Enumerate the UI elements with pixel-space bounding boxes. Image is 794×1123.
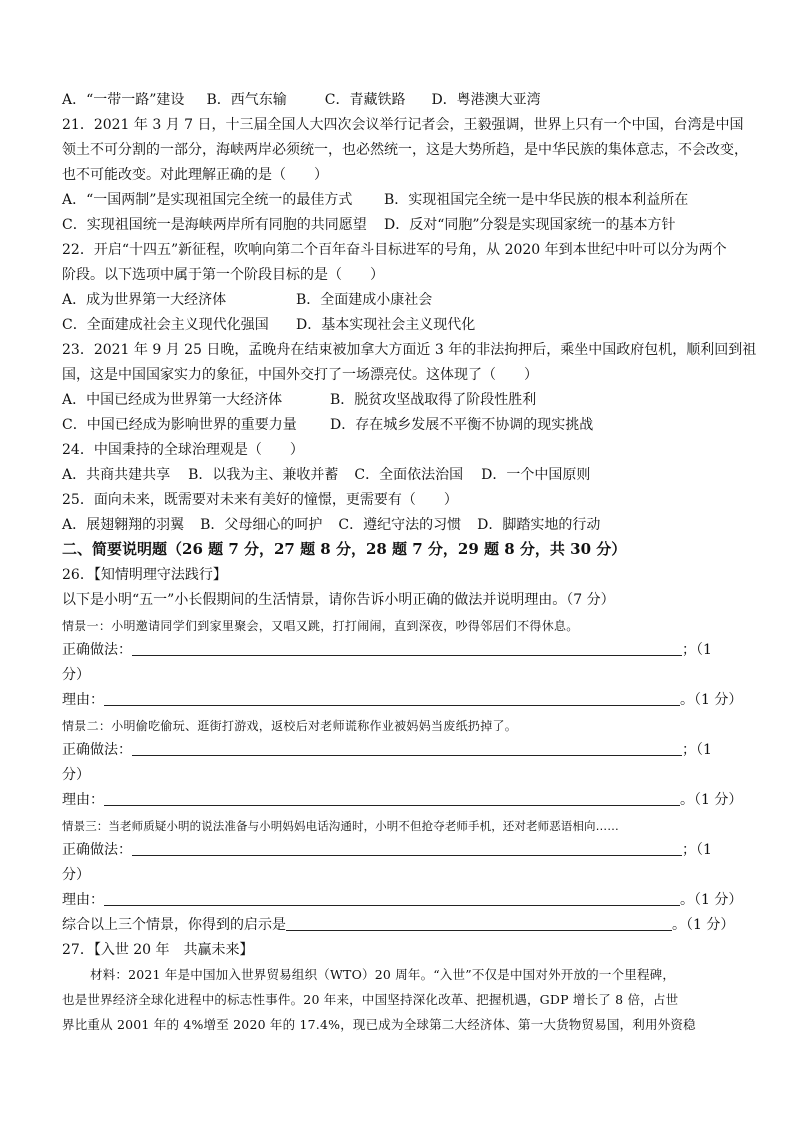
q26-title: 26．【知情明理守法践行】 xyxy=(62,567,227,583)
q22-options-row2 xyxy=(62,316,475,334)
q20-option-a[interactable]: A．“一带一路”建设 xyxy=(62,92,185,108)
q26-scenario-3: 情景三：当老师质疑小明的说法准备与小明妈妈电话沟通时，小明不但抢夺老师手机，还对老师恶语相向…… xyxy=(62,819,619,833)
q24-option-a[interactable]: A．共商共建共享 xyxy=(62,467,171,483)
s2-reason-answer-blank[interactable] xyxy=(104,791,680,806)
q21-option-b[interactable]: B．实现祖国完全统一是中华民族的根本利益所在 xyxy=(384,192,689,208)
s2-correct-answer-blank[interactable] xyxy=(132,741,682,756)
q27-material-line1: 材料：2021 年是中国加入世界贸易组织（WTO）20 周年。“入世”不仅是中国对外开放的一个里程碑， xyxy=(90,967,676,982)
q21-stem-line3: 也不可能改变。对此理解正确的是（ ） xyxy=(62,167,328,183)
q23-option-c[interactable]: C．中国已经成为影响世界的重要力量 xyxy=(62,417,297,433)
q24-option-d[interactable]: D．一个中国原则 xyxy=(481,467,591,483)
q26-s1-correct-row xyxy=(62,641,712,659)
correct-practice-label: 正确做法： xyxy=(62,842,132,858)
q23-option-a[interactable]: A．中国已经成为世界第一大经济体 xyxy=(62,392,283,408)
q23-stem-line1: 23．2021 年 9 月 25 日晚，孟晚舟在结束被加拿大方面近 3 年的非法拘押后，乘坐中国政府包机，顺利回到祖 xyxy=(62,342,757,358)
q25-option-c[interactable]: C．遵纪守法的习惯 xyxy=(338,517,462,533)
q26-intro: 以下是小明“五一”小长假期间的生活情景，请你告诉小明正确的做法并说明理由。（7 分） xyxy=(62,592,615,608)
q24-stem: 24．中国秉持的全球治理观是（ ） xyxy=(62,442,304,458)
summary-answer-blank[interactable] xyxy=(286,916,672,931)
q25-option-d[interactable]: D．脚踏实地的行动 xyxy=(477,517,601,533)
q20-options xyxy=(62,91,541,109)
s1-reason-answer-blank[interactable] xyxy=(104,691,680,706)
s1-correct-answer-blank[interactable] xyxy=(132,641,682,656)
q26-s2-correct-row xyxy=(62,741,712,759)
q23-options-row2 xyxy=(62,416,593,434)
q21-options-row1 xyxy=(62,191,688,209)
q22-stem-line1: 22．开启“十四五”新征程，吹响向第二个百年奋斗目标进军的号角，从 2020 年到本世纪中叶可以分为两个 xyxy=(62,242,727,258)
score-note: ；（1 xyxy=(682,642,712,658)
summary-prompt: 综合以上三个情景，你得到的启示是 xyxy=(62,917,286,933)
q25-stem: 25．面向未来，既需要对未来有美好的憧憬，更需要有（ ） xyxy=(62,492,458,508)
correct-practice-label: 正确做法： xyxy=(62,742,132,758)
score-note: 。（1 分） xyxy=(672,917,735,933)
q26-s3-correct-row xyxy=(62,841,712,859)
q27-material-line2: 也是世界经济全球化进程中的标志性事件。20 年来，中国坚持深化改革、把握机遇，GDP 增长了 8 倍，占世 xyxy=(62,992,679,1007)
q26-scenario-1: 情景一：小明邀请同学们到家里聚会，又唱又跳，打打闹闹，直到深夜，吵得邻居们不得休息。 xyxy=(62,619,579,633)
q22-option-d[interactable]: D．基本实现社会主义现代化 xyxy=(296,317,476,333)
q21-options-row2 xyxy=(62,216,676,234)
reason-label: 理由： xyxy=(62,892,104,908)
q21-option-d[interactable]: D．反对“同胞”分裂是实现国家统一的基本方针 xyxy=(384,217,676,233)
q22-option-b[interactable]: B．全面建成小康社会 xyxy=(296,292,433,308)
q21-stem-line1: 21．2021 年 3 月 7 日，十三届全国人大四次会议举行记者会，王毅强调，世界上只有一个中国，台湾是中国 xyxy=(62,117,744,133)
score-note: ；（1 xyxy=(682,842,712,858)
q21-option-a[interactable]: A．“一国两制”是实现祖国完全统一的最佳方式 xyxy=(62,192,353,208)
q23-stem-line2: 国，这是中国国家实力的象征，中国外交打了一场漂亮仗。这体现了（ ） xyxy=(62,367,538,383)
q27-material-line3: 界比重从 2001 年的 4%增至 2020 年的 17.4%，现已成为全球第二大经济体、第一大货物贸易国，利用外资稳 xyxy=(62,1017,696,1032)
q25-option-a[interactable]: A．展翅翱翔的羽翼 xyxy=(62,517,185,533)
q26-scenario-2: 情景二：小明偷吃偷玩、逛街打游戏，返校后对老师谎称作业被妈妈当废纸扔掉了。 xyxy=(62,719,518,733)
q26-s1-reason-row xyxy=(62,691,742,709)
q25-option-b[interactable]: B．父母细心的呵护 xyxy=(200,517,323,533)
s3-correct-answer-blank[interactable] xyxy=(132,841,682,856)
s3-reason-answer-blank[interactable] xyxy=(104,891,680,906)
q22-options-row1 xyxy=(62,291,432,309)
q22-stem-line2: 阶段。以下选项中属于第一个阶段目标的是（ ） xyxy=(62,267,384,283)
correct-practice-label: 正确做法： xyxy=(62,642,132,658)
q21-stem-line2: 领土不可分割的一部分，海峡两岸必须统一，也必然统一，这是大势所趋，是中华民族的集体意志，不会改变， xyxy=(62,142,748,158)
q26-summary-row xyxy=(62,916,734,934)
q24-options xyxy=(62,466,590,484)
q23-option-d[interactable]: D．存在城乡发展不平衡不协调的现实挑战 xyxy=(330,417,594,433)
q21-option-c[interactable]: C．实现祖国统一是海峡两岸所有同胞的共同愿望 xyxy=(62,217,367,233)
score-note: 。（1 分） xyxy=(680,792,743,808)
section-2-heading: 二、简要说明题（26 题 7 分，27 题 8 分，28 题 7 分，29 题 8 分，共 30 分） xyxy=(62,540,627,558)
q20-option-d[interactable]: D．粤港澳大亚湾 xyxy=(431,92,541,108)
q26-s3-reason-row xyxy=(62,891,742,909)
reason-label: 理由： xyxy=(62,692,104,708)
score-note: 。（1 分） xyxy=(680,892,743,908)
score-note: ；（1 xyxy=(682,742,712,758)
q22-option-a[interactable]: A．成为世界第一大经济体 xyxy=(62,292,227,308)
q20-option-c[interactable]: C．青藏铁路 xyxy=(324,92,406,108)
q23-option-b[interactable]: B．脱贫攻坚战取得了阶段性胜利 xyxy=(330,392,537,408)
reason-label: 理由： xyxy=(62,792,104,808)
q25-options xyxy=(62,516,600,534)
q24-option-b[interactable]: B．以我为主、兼收并蓄 xyxy=(188,467,339,483)
q22-option-c[interactable]: C．全面建成社会主义现代化强国 xyxy=(62,317,269,333)
q20-option-b[interactable]: B．西气东输 xyxy=(206,92,287,108)
q24-option-c[interactable]: C．全面依法治国 xyxy=(354,467,464,483)
q26-s1-score-tail: 分） xyxy=(62,667,90,683)
q23-options-row1 xyxy=(62,391,536,409)
q26-s2-reason-row xyxy=(62,791,742,809)
q27-title: 27．【入世 20 年 共赢未来】 xyxy=(62,942,254,958)
q26-s3-score-tail: 分） xyxy=(62,867,90,883)
q26-s2-score-tail: 分） xyxy=(62,767,90,783)
score-note: 。（1 分） xyxy=(680,692,743,708)
